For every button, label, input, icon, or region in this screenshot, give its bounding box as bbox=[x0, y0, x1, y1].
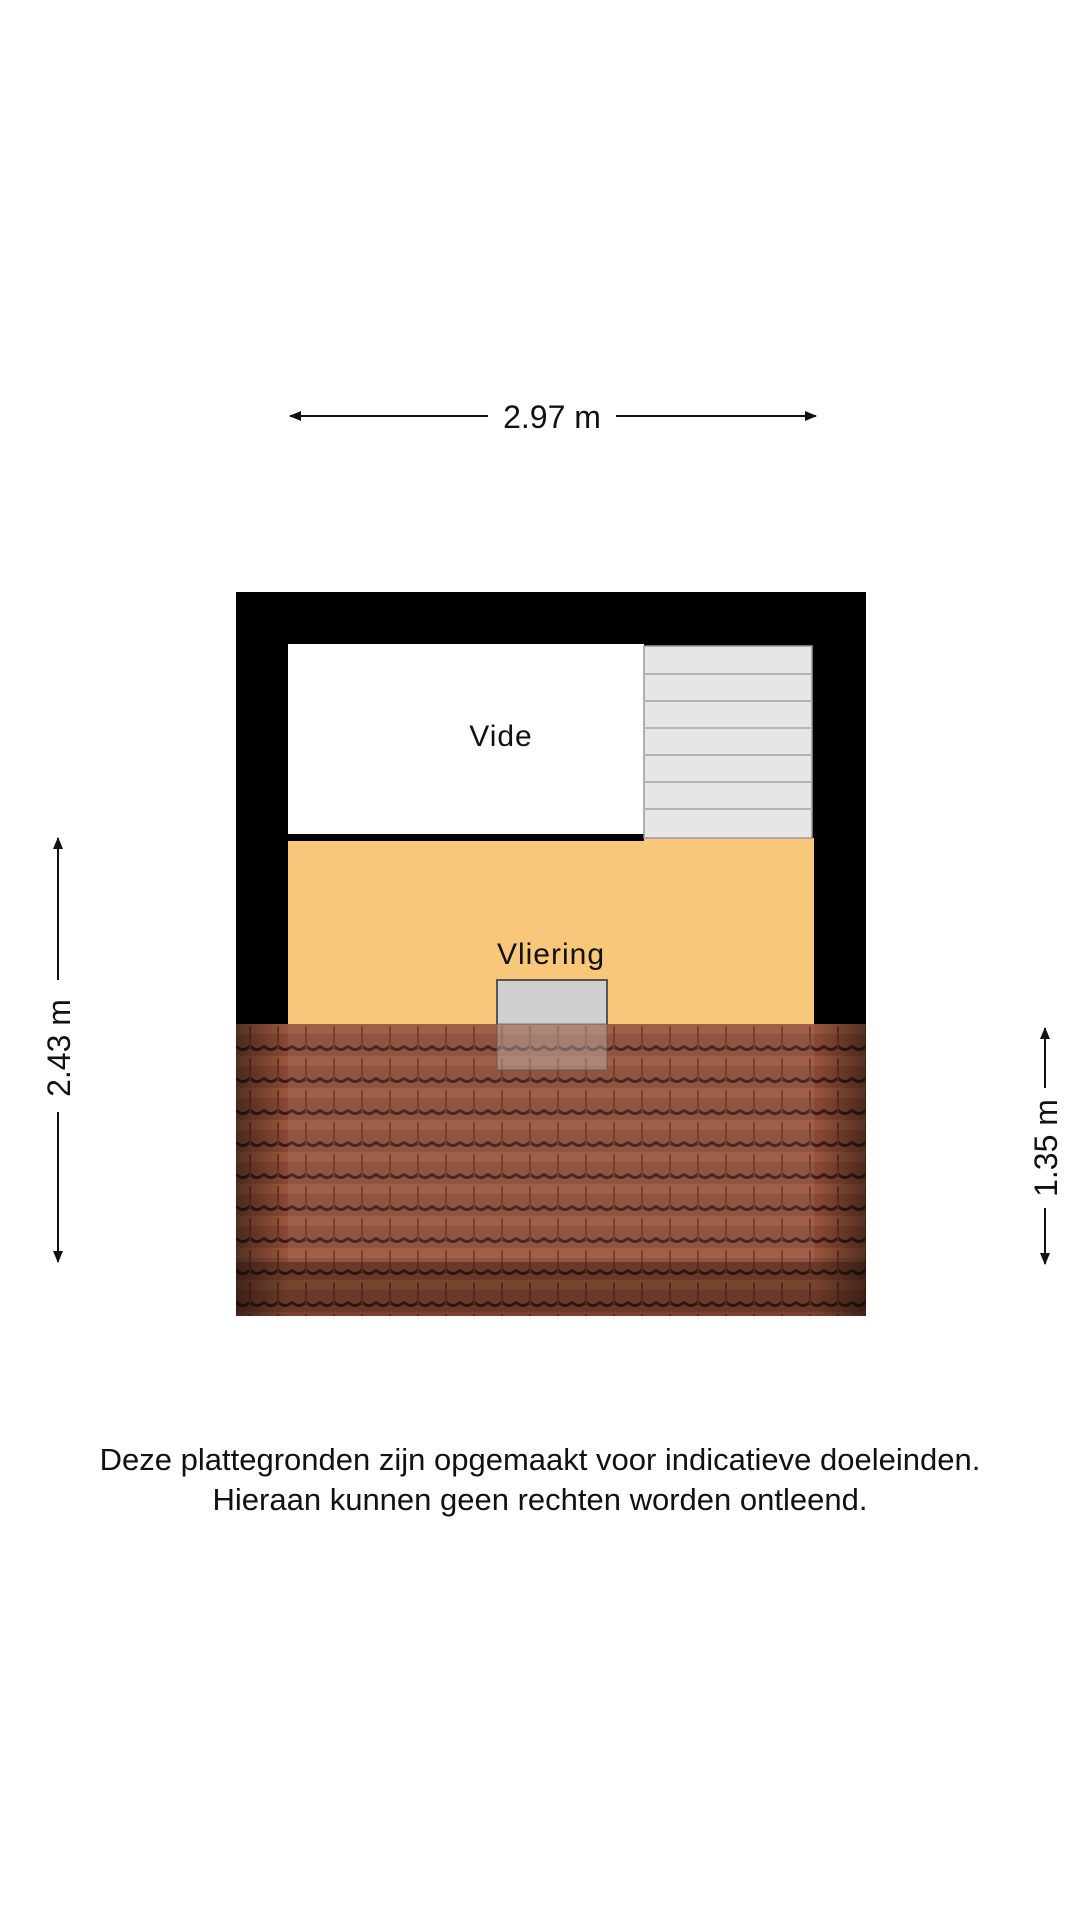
depth-dimension bbox=[41, 838, 77, 1262]
width-dimension bbox=[290, 399, 816, 435]
depth-label: 2.43 m bbox=[41, 999, 77, 1097]
vide-area bbox=[288, 644, 644, 834]
disclaimer-line-1: Deze plattegronden zijn opgemaakt voor indicatieve doeleinden. bbox=[99, 1442, 981, 1477]
vide-edge bbox=[288, 834, 644, 841]
vliering-label: Vliering bbox=[496, 938, 606, 971]
disclaimer bbox=[0, 1440, 1080, 1520]
disclaimer-line-2: Hieraan kunnen geen rechten worden ontleend. bbox=[212, 1482, 868, 1517]
knee-height-label: 1.35 m bbox=[1028, 1099, 1064, 1197]
width-label: 2.97 m bbox=[503, 399, 601, 435]
roof-tiles-pattern bbox=[236, 1024, 866, 1316]
knee-height-dimension bbox=[1028, 1028, 1064, 1264]
vide-label: Vide bbox=[469, 720, 533, 753]
staircase-icon bbox=[644, 646, 812, 838]
